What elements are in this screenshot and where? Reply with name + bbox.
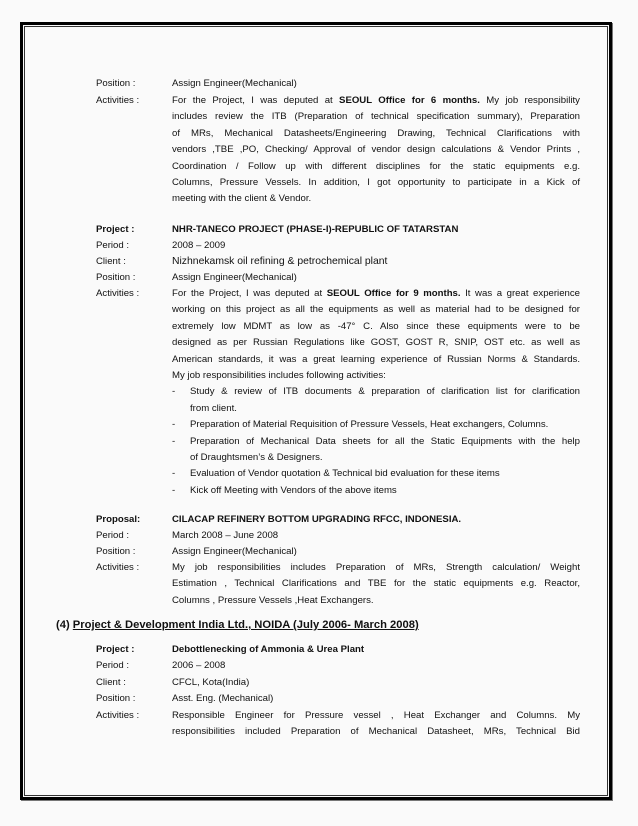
activity-line: Coordination / Follow up with different disciplines for the static equipments e.g. xyxy=(172,160,580,172)
dash-bullet-icon: - xyxy=(172,435,176,447)
activities-text xyxy=(172,286,580,499)
field-label: Period : xyxy=(96,240,130,251)
bold-text-run: SEOUL Office for 6 months. xyxy=(339,95,480,106)
field-label: Activities : xyxy=(96,95,140,106)
field-label: Client : xyxy=(96,677,126,688)
bold-text-run: SEOUL Office for 9 months. xyxy=(326,288,461,299)
field-value: Assign Engineer(Mechanical) xyxy=(172,78,297,89)
bullet-line: of Draughtsmen’s & Designers. xyxy=(190,452,323,464)
bullet-line: Preparation of Mechanical Data sheets for all the Static Equipments with the help xyxy=(190,435,580,447)
field-label: Proposal: xyxy=(96,514,141,525)
bullet-line: Kick off Meeting with Vendors of the above items xyxy=(190,484,397,496)
field-label: Activities : xyxy=(96,562,140,573)
dash-bullet-icon: - xyxy=(172,419,176,431)
activity-line: Responsible Engineer for Pressure vessel , Heat Exchanger and Columns. My xyxy=(172,710,580,721)
bullet-item xyxy=(172,434,580,467)
activities-text xyxy=(172,708,580,741)
field-label: Position : xyxy=(96,693,136,704)
dash-bullet-icon: - xyxy=(172,386,176,398)
project-title: Debottlenecking of Ammonia & Urea Plant xyxy=(172,644,365,655)
bullet-line: Preparation of Material Requisition of Pressure Vessels, Heat exchangers, Columns. xyxy=(190,419,549,431)
field-value: March 2008 – June 2008 xyxy=(172,530,279,541)
activities-text xyxy=(172,560,580,609)
field-label: Activities : xyxy=(96,288,140,299)
bullet-item xyxy=(172,466,580,482)
proposal-title: CILACAP REFINERY BOTTOM UPGRADING RFCC, INDONESIA. xyxy=(172,514,462,525)
activity-line: vendors ,TBE ,PO, Checking/ Approval of vendor design calculations & Vendor Prints , xyxy=(172,144,580,156)
bullet-line: Study & review of ITB documents & preparation of clarification list for clarification xyxy=(190,386,580,398)
activity-line: My job responsibilities includes Preparation of MRs, Strength calculation/ Weight xyxy=(172,562,580,573)
field-label: Position : xyxy=(96,272,136,283)
activity-line: responsibilities included Preparation of Mechanical Datasheet, MRs, Technical Bid xyxy=(172,726,580,738)
dash-bullet-icon: - xyxy=(172,484,176,496)
text-run: My job responsibility xyxy=(479,95,580,106)
employer-section-heading xyxy=(56,619,419,631)
field-value: Assign Engineer(Mechanical) xyxy=(172,272,297,283)
field-label: Position : xyxy=(96,546,136,557)
field-label: Client : xyxy=(96,256,126,267)
activity-line: of MRs, Mechanical Datasheets/Engineering Drawing, Technical Clarifications with xyxy=(172,127,580,139)
activity-line: American standards, it was a great learning experience of Russian Norms & Standards. xyxy=(172,353,580,365)
activity-line: meeting with the client & Vendor. xyxy=(172,193,312,205)
activity-line xyxy=(172,93,580,109)
field-label: Project : xyxy=(96,644,135,655)
activity-line: Estimation , Technical Clarifications and TBE for the static equipments e.g. Reactor, xyxy=(172,578,580,590)
activity-line: My job responsibilities includes following activities: xyxy=(172,370,386,382)
field-label: Position : xyxy=(96,78,136,89)
field-value: Nizhnekamsk oil refining & petrochemical plant xyxy=(172,256,388,267)
activity-line: includes review the ITB (Preparation of technical specification summary), Preparation xyxy=(172,111,580,123)
text-run: For the Project, I was deputed at xyxy=(172,95,340,106)
field-value: CFCL, Kota(India) xyxy=(172,677,250,688)
text-run: It was a great experience xyxy=(460,288,580,299)
project-title: NHR-TANECO PROJECT (PHASE-I)-REPUBLIC OF TATARSTAN xyxy=(172,224,459,235)
bullet-line: Evaluation of Vendor quotation & Technical bid evaluation for these items xyxy=(190,468,500,480)
activity-line xyxy=(172,286,580,302)
field-label: Period : xyxy=(96,660,130,671)
bullet-line: from client. xyxy=(190,402,237,414)
text-run: For the Project, I was deputed at xyxy=(172,288,327,299)
activity-line: designed as per Russian Regulations like GOST, GOST R, SNIP, OST etc. as well as xyxy=(172,337,580,349)
activity-line: working on this project as all the equipments as well as material had to be designed for xyxy=(172,304,580,316)
field-label: Activities : xyxy=(96,710,140,721)
section-number: (4) xyxy=(56,619,70,631)
bullet-item xyxy=(172,417,580,433)
activity-line: extremely low MDMT as low as -47° C. Also since these equipments were to be xyxy=(172,320,580,332)
field-value: 2008 – 2009 xyxy=(172,240,226,251)
bullet-item xyxy=(172,384,580,417)
section-title: Project & Development India Ltd., NOIDA (July 2006- March 2008) xyxy=(72,619,419,631)
field-label: Period : xyxy=(96,530,130,541)
field-value: 2006 – 2008 xyxy=(172,660,226,671)
field-value: Asst. Eng. (Mechanical) xyxy=(172,693,274,704)
activity-line: Columns, Pressure Vessels. In addition, I got opportunity to participate in a Kick of xyxy=(172,177,580,189)
activity-line: Columns , Pressure Vessels ,Heat Exchangers. xyxy=(172,594,374,606)
field-label: Project : xyxy=(96,224,135,235)
bullet-item xyxy=(172,483,580,499)
field-value: Assign Engineer(Mechanical) xyxy=(172,546,297,557)
activities-text xyxy=(172,93,580,208)
dash-bullet-icon: - xyxy=(172,468,176,480)
